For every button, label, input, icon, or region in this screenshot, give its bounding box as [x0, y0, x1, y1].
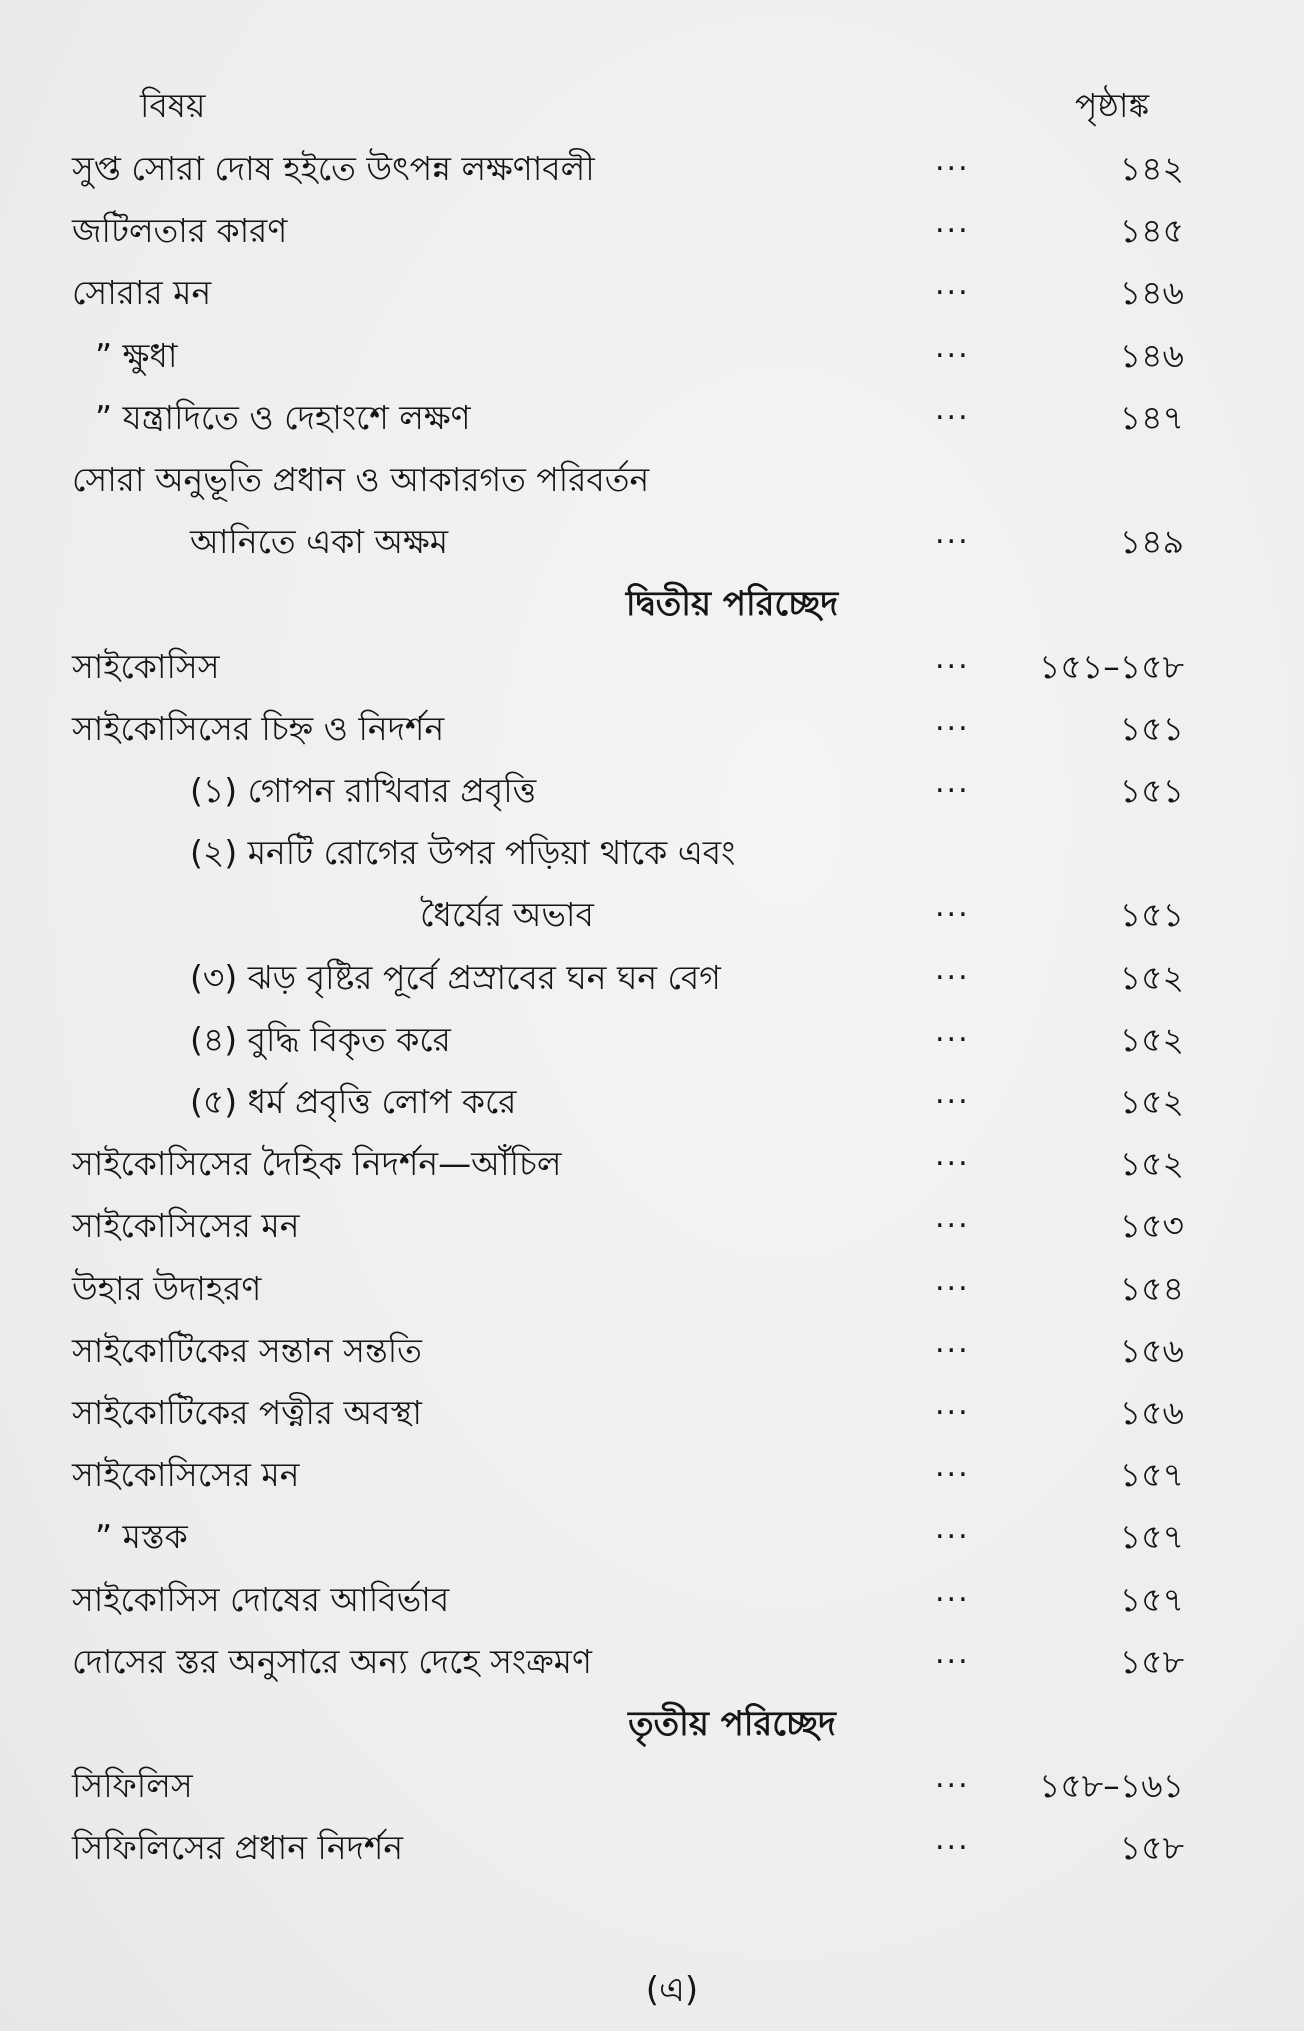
- toc-leader-dots: ...: [935, 1387, 970, 1422]
- toc-row: [0, 1066, 1304, 1128]
- toc-entry-label: সাইকোটিকের সন্তান সন্ততি: [72, 1330, 422, 1370]
- toc-row: [0, 444, 1304, 506]
- toc-page-number: ১৪৭: [1119, 397, 1184, 437]
- toc-entry-label: ” ক্ষুধা: [95, 335, 178, 375]
- toc-entry-label: সাইকোসিসের দৈহিক নিদর্শন—আঁচিল: [72, 1144, 562, 1184]
- toc-page-number: ১৪৫: [1119, 211, 1184, 251]
- toc-page-number: ১৫১–১৫৮: [1039, 646, 1184, 686]
- toc-leader-dots: ...: [935, 329, 970, 365]
- toc-entry-label: জটিলতার কারণ: [72, 211, 288, 251]
- toc-row: [0, 1812, 1304, 1874]
- toc-row: [0, 133, 1304, 195]
- toc-leader-dots: ...: [935, 1822, 970, 1858]
- toc-row: [0, 1377, 1304, 1439]
- toc-page-number: ১৫১: [1119, 895, 1184, 935]
- toc-leader-dots: ...: [935, 267, 970, 303]
- toc-row: [0, 1750, 1304, 1812]
- toc-page-number: ১৫২: [1119, 1144, 1184, 1184]
- toc-row: [0, 1128, 1304, 1190]
- toc-entry-label: ধৈর্যের অভাব: [420, 895, 594, 935]
- toc-leader-dots: ...: [935, 1573, 970, 1609]
- toc-entry-label: উহার উদাহরণ: [72, 1268, 262, 1308]
- toc-page-number: ১৫৪: [1119, 1268, 1184, 1308]
- toc-entry-label: দোসের স্তর অনুসারে অন্য দেহে সংক্রমণ: [72, 1641, 592, 1681]
- toc-leader-dots: ...: [935, 1013, 970, 1049]
- page-footer: (এ): [645, 1970, 699, 2010]
- toc-row: [0, 817, 1304, 879]
- toc-entry-label: (৩) ঝড় বৃষ্টির পূর্বে প্রস্রাবের ঘন ঘন বেগ: [190, 957, 721, 997]
- toc-row: [0, 1315, 1304, 1377]
- toc-leader-dots: ...: [935, 1076, 970, 1111]
- toc-row: [0, 1626, 1304, 1688]
- toc-page-number: ১৫৮: [1119, 1641, 1184, 1681]
- toc-page-number: ১৫২: [1119, 1082, 1184, 1121]
- toc-page-number: ১৫৬: [1119, 1393, 1184, 1432]
- toc-row: [0, 506, 1304, 568]
- toc-leader-dots: ...: [935, 1262, 970, 1298]
- toc-page-number: ১৫১: [1119, 708, 1184, 748]
- toc-leader-dots: ...: [935, 765, 970, 800]
- toc-entry-label: সাইকোসিসের মন: [72, 1206, 300, 1246]
- toc-row: [0, 382, 1304, 444]
- toc-page-number: ১৪৯: [1119, 522, 1184, 562]
- toc-leader-dots: ...: [935, 1138, 970, 1174]
- toc-page-number: ১৫৭: [1119, 1517, 1184, 1557]
- toc-row: [0, 942, 1304, 1004]
- toc-row: [0, 693, 1304, 755]
- toc-page-number: ১৫৭: [1119, 1455, 1184, 1495]
- subject-heading: বিষয়: [140, 86, 206, 125]
- toc-row: [0, 1253, 1304, 1315]
- toc-page-number: ১৫২: [1119, 1019, 1184, 1059]
- toc-entry-label: সিফিলিস: [72, 1766, 193, 1806]
- toc-page-number: ১৫১: [1119, 771, 1184, 810]
- page-heading: পৃষ্ঠাঙ্ক: [1075, 86, 1150, 125]
- toc-entry-label: (২) মনটি রোগের উপর পড়িয়া থাকে এবং: [190, 833, 736, 873]
- toc-row: [0, 755, 1304, 817]
- toc-leader-dots: ...: [935, 205, 970, 241]
- toc-row: [0, 195, 1304, 257]
- toc-leader-dots: ...: [935, 951, 970, 987]
- toc-leader-dots: ...: [935, 702, 970, 738]
- toc-leader-dots: ...: [935, 1635, 970, 1671]
- toc-page-number: ১৫৬: [1119, 1330, 1184, 1370]
- toc-entry-label: আনিতে একা অক্ষম: [190, 522, 449, 562]
- toc-row: [0, 257, 1304, 319]
- toc-entry-label: সাইকোসিস দোষের আবির্ভাব: [72, 1579, 450, 1619]
- toc-entry-label: ” মস্তক: [95, 1517, 188, 1557]
- toc-row: [0, 1564, 1304, 1626]
- toc-leader-dots: ...: [935, 1511, 970, 1547]
- toc-row: [0, 320, 1304, 382]
- toc-row: [0, 1439, 1304, 1501]
- toc-page-number: ১৪৬: [1119, 335, 1184, 375]
- toc-page-number: ১৪৬: [1119, 273, 1184, 313]
- toc-row: [0, 1190, 1304, 1252]
- toc-page-number: ১৫৮–১৬১: [1038, 1766, 1184, 1806]
- toc-page-number: ১৪২: [1119, 149, 1184, 188]
- toc-entry-label: সাইকোসিসের চিহ্ন ও নিদর্শন: [72, 708, 445, 748]
- toc-entry-label: সাইকোসিসের মন: [72, 1455, 300, 1495]
- toc-leader-dots: ...: [935, 391, 970, 427]
- toc-leader-dots: ...: [935, 1324, 970, 1360]
- section-heading: [0, 1688, 1304, 1750]
- toc-entry-label: (১) গোপন রাখিবার প্রবৃত্তি: [190, 771, 537, 810]
- toc-entry-label: সোরা অনুভূতি প্রধান ও আকারগত পরিবর্তন: [72, 460, 650, 499]
- section-heading-text: তৃতীয় পরিচ্ছেদ: [628, 1704, 836, 1744]
- toc-leader-dots: ...: [935, 1449, 970, 1485]
- toc-entry-label: সোরার মন: [72, 273, 212, 313]
- toc-leader-dots: ...: [935, 1760, 970, 1796]
- toc-leader-dots: ...: [935, 516, 970, 552]
- toc-entry-label: ” যন্ত্রাদিতে ও দেহাংশে লক্ষণ: [95, 397, 471, 437]
- section-heading: [0, 568, 1304, 630]
- toc-leader-dots: ...: [935, 1200, 970, 1236]
- toc-leader-dots: ...: [935, 143, 970, 178]
- toc-entry-label: সাইকোসিস: [72, 646, 220, 686]
- toc-entry-label: সাইকোটিকের পত্নীর অবস্থা: [72, 1393, 422, 1432]
- toc-page-number: ১৫২: [1119, 957, 1184, 997]
- toc-row: [0, 879, 1304, 941]
- toc-entry-label: (৫) ধর্ম প্রবৃত্তি লোপ করে: [190, 1082, 517, 1121]
- toc-page-number: ১৫৩: [1119, 1206, 1184, 1246]
- toc-row: [0, 631, 1304, 693]
- toc-entry-label: সিফিলিসের প্রধান নিদর্শন: [72, 1828, 404, 1868]
- toc-entry-label: (৪) বুদ্ধি বিকৃত করে: [190, 1019, 451, 1059]
- toc-entry-label: সুপ্ত সোরা দোষ হইতে উৎপন্ন লক্ষণাবলী: [72, 149, 595, 188]
- toc-leader-dots: ...: [935, 889, 970, 925]
- toc-row: [0, 1501, 1304, 1563]
- toc-row: [0, 1004, 1304, 1066]
- section-heading-text: দ্বিতীয় পরিচ্ছেদ: [625, 584, 839, 625]
- toc-leader-dots: ...: [935, 640, 970, 676]
- toc-page-number: ১৫৭: [1119, 1579, 1184, 1619]
- toc-page-number: ১৫৮: [1119, 1828, 1184, 1868]
